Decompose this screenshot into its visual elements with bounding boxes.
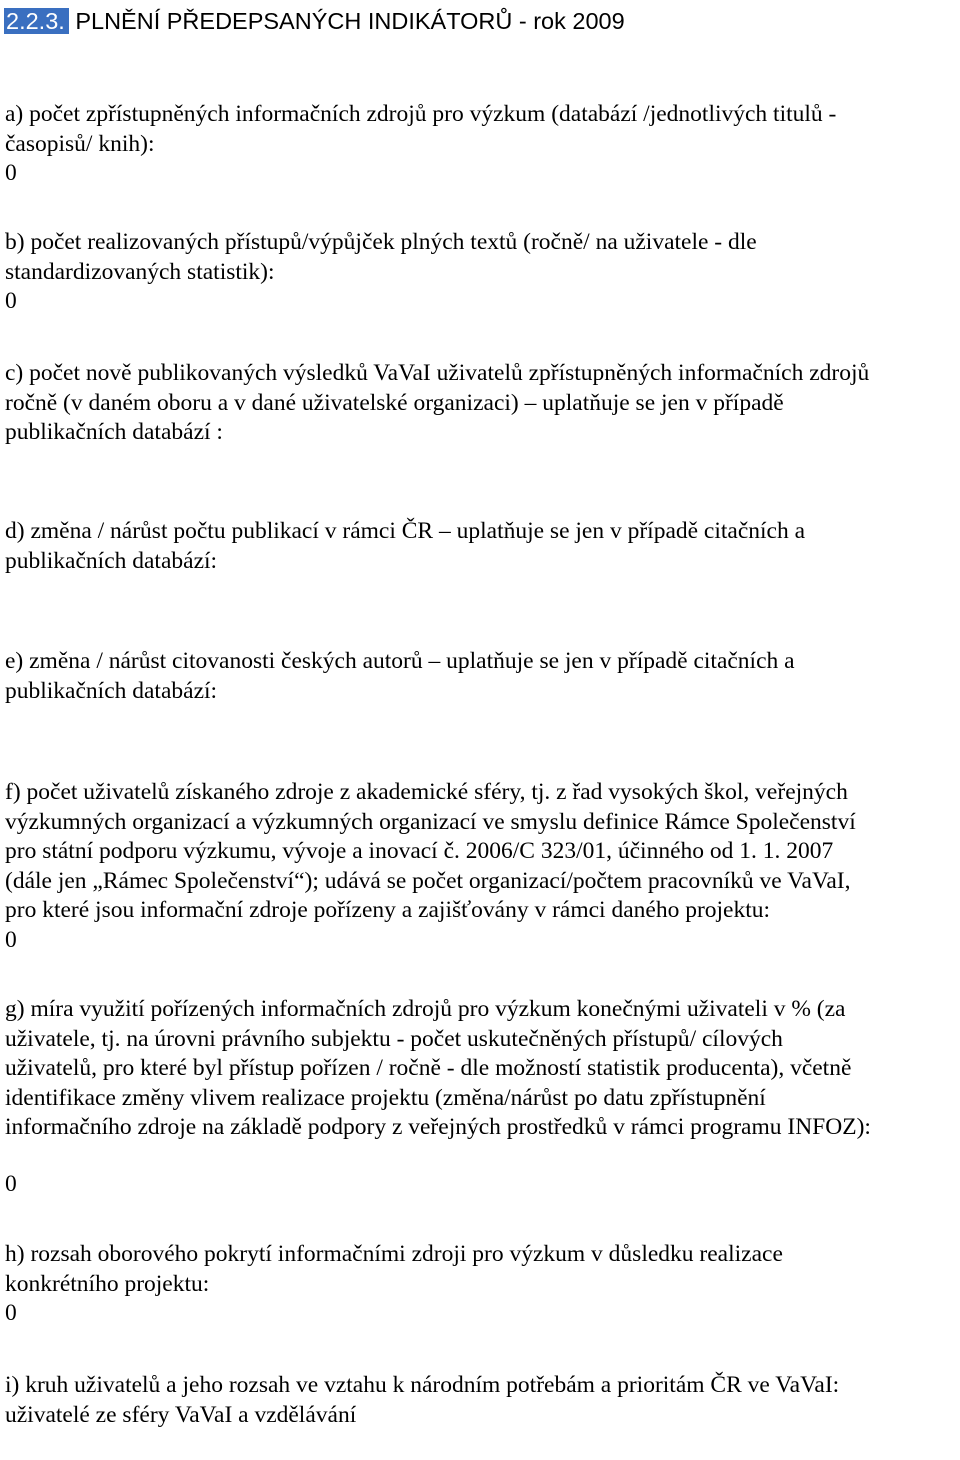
indicator-a-line-2: časopisů/ knih): [5,130,155,157]
indicator-b [5,228,950,317]
indicator-f [5,778,950,955]
indicator-g-line-3: uživatelů, pro které byl přístup pořízen / ročně - dle možností statistik producenta), včetně [5,1055,852,1081]
indicator-a [5,100,950,189]
section-heading [4,6,954,36]
indicator-c-line-3: publikačních databází : [5,419,223,445]
indicator-b-line-1: b) počet realizovaných přístupů/výpůjček plných textů (ročně/ na uživatele - dle [5,229,757,255]
indicator-g-line-5: informačního zdroje na základě podpory z veřejných prostředků v rámci programu INFOZ): [5,1114,871,1140]
indicator-h-value: 0 [5,1300,17,1326]
indicator-f-line-4: (dále jen „Rámec Společenství“); udává se počet organizací/počtem pracovníků ve VaVaI, [5,867,851,894]
indicator-g-line-4: identifikace změny vlivem realizace projektu (změna/nárůst po datu zpřístupnění [5,1084,766,1111]
indicator-g-value-block [5,1170,950,1200]
indicator-g [5,995,950,1143]
indicator-b-line-2: standardizovaných statistik): [5,258,275,285]
indicator-h-line-1: h) rozsah oborového pokrytí informačními zdroji pro výzkum v důsledku realizace [5,1241,783,1267]
indicator-d [5,517,950,576]
indicator-c-line-1: c) počet nově publikovaných výsledků VaVaI uživatelů zpřístupněných informačních zdrojů [5,360,870,386]
section-number: 2.2.3. [4,8,69,34]
indicator-d-line-2: publikačních databází: [5,547,218,574]
indicator-a-value: 0 [5,160,17,186]
indicator-b-value: 0 [5,288,17,314]
indicator-a-line-1: a) počet zpřístupněných informačních zdrojů pro výzkum (databází /jednotlivých titulů - [5,101,837,127]
indicator-f-line-5: pro které jsou informační zdroje pořízeny a zajišťovány v rámci daného projektu: [5,897,771,923]
indicator-f-line-2: výzkumných organizací a výzkumných organizací ve smyslu definice Rámce Společenství [5,808,856,835]
indicator-e-line-2: publikačních databází: [5,677,218,704]
indicator-c-line-2: ročně (v daném oboru a v dané uživatelské organizaci) – uplatňuje se jen v případě [5,389,784,416]
indicator-i [5,1371,950,1430]
indicator-g-line-2: uživatele, tj. na úrovni právního subjektu - počet uskutečněných přístupů/ cílových [5,1025,783,1052]
indicator-g-value: 0 [5,1171,17,1197]
section-title: PLNĚNÍ PŘEDEPSANÝCH INDIKÁTORŮ - rok 2009 [75,8,625,34]
indicator-h-line-2: konkrétního projektu: [5,1270,210,1297]
indicator-e-line-1: e) změna / nárůst citovanosti českých autorů – uplatňuje se jen v případě citačních a [5,648,795,674]
indicator-f-line-3: pro státní podporu výzkumu, vývoje a inovací č. 2006/C 323/01, účinného od 1. 1. 2007 [5,838,834,864]
indicator-i-line-1: i) kruh uživatelů a jeho rozsah ve vztahu k národním potřebám a prioritám ČR ve VaVaI: [5,1372,840,1398]
indicator-i-line-2: uživatelé ze sféry VaVaI a vzdělávání [5,1401,357,1428]
indicator-h [5,1240,950,1329]
indicator-f-value: 0 [5,926,17,953]
indicator-e [5,647,950,706]
indicator-g-line-1: g) míra využití pořízených informačních zdrojů pro výzkum konečnými uživateli v % (za [5,996,846,1022]
indicator-d-line-1: d) změna / nárůst počtu publikací v rámci ČR – uplatňuje se jen v případě citačních a [5,518,806,544]
indicator-f-line-1: f) počet uživatelů získaného zdroje z akademické sféry, tj. z řad vysokých škol, veřejných [5,779,848,805]
indicator-c [5,359,950,448]
